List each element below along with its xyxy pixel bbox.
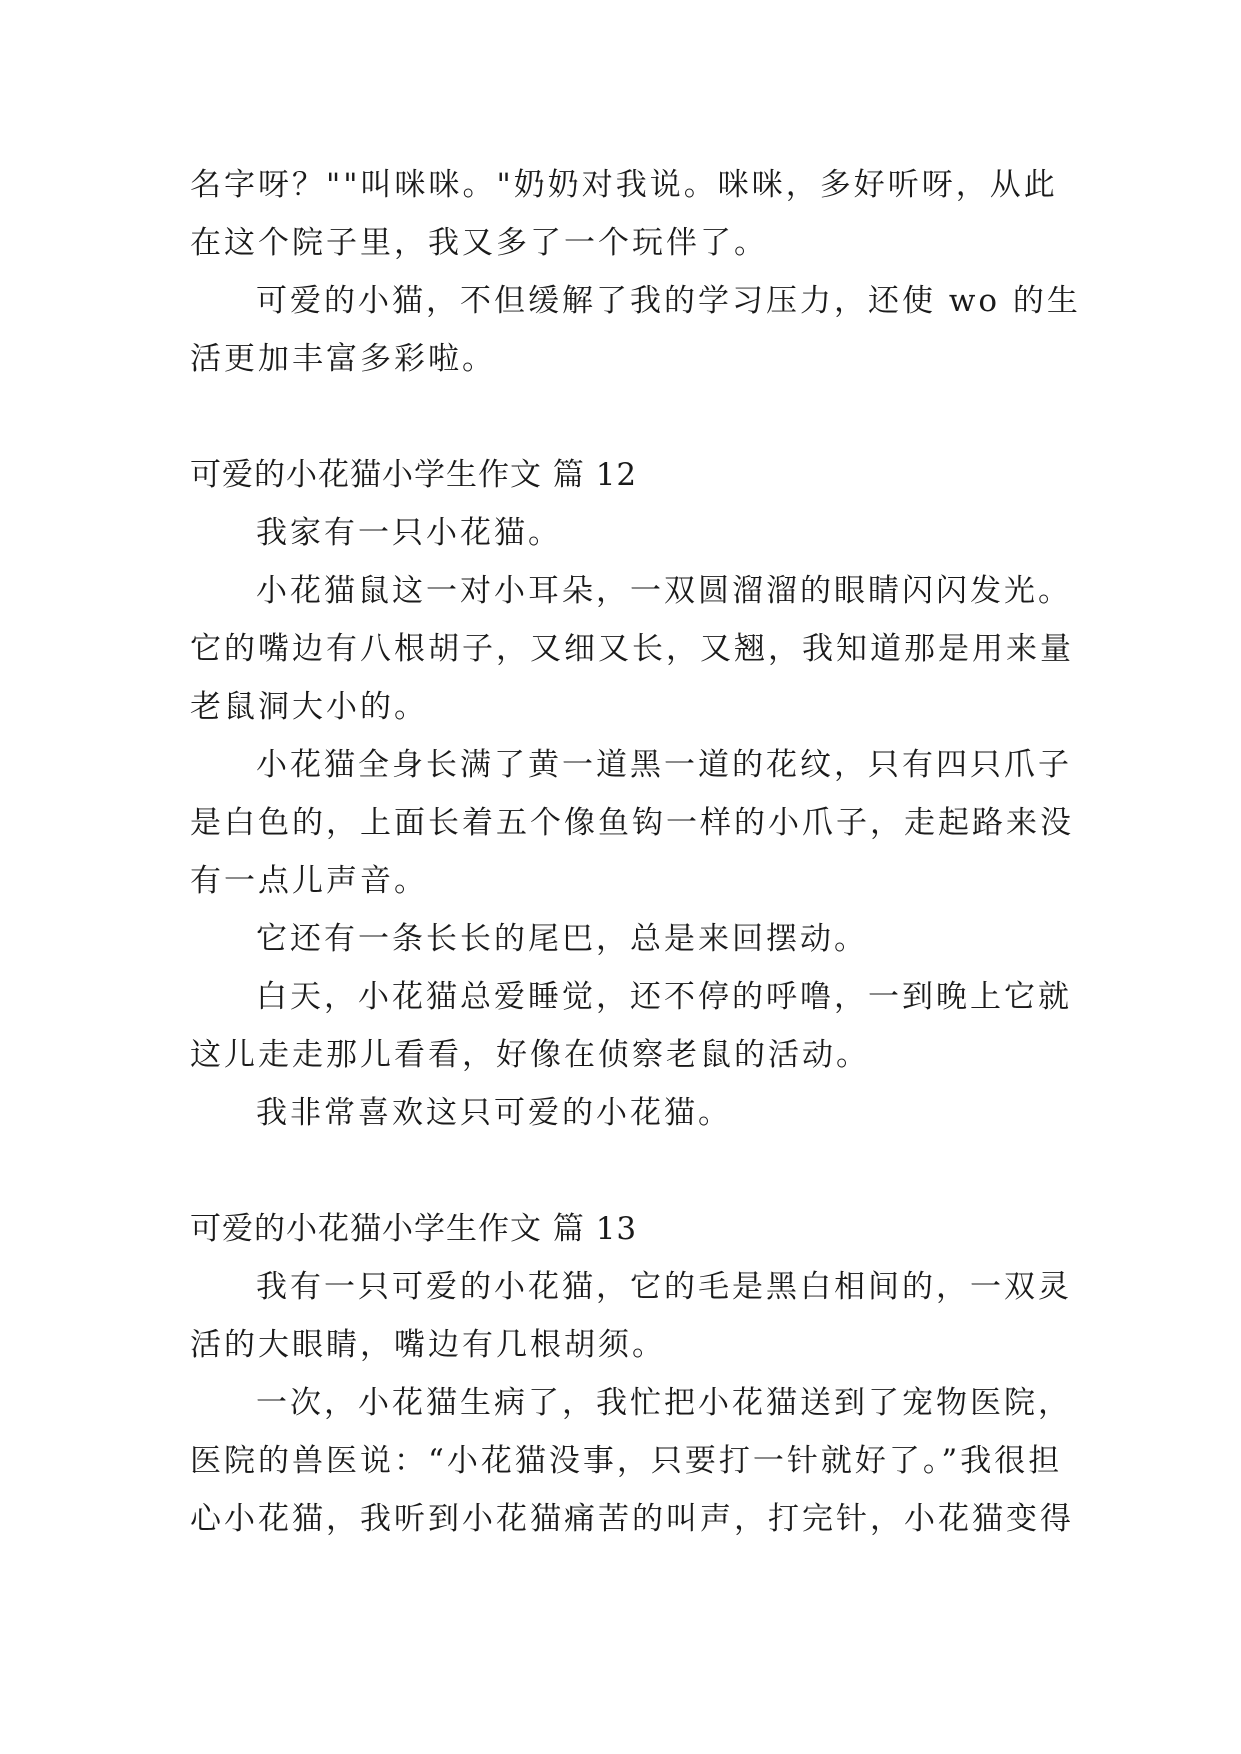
document-body xyxy=(190,156,1081,1548)
text-line: 小花猫鼠这一对小耳朵，一双圆溜溜的眼睛闪闪发光。 xyxy=(256,573,1072,609)
section-gap xyxy=(190,1142,1070,1200)
text-line: 活的大眼睛，嘴边有几根胡须。 xyxy=(190,1327,666,1363)
text-line: 我家有一只小花猫。 xyxy=(256,515,562,551)
text-line: 名字呀？""叫咪咪。"奶奶对我说。咪咪，多好听呀，从此 xyxy=(190,167,1058,203)
text-line: 医院的兽医说：“小花猫没事，只要打一针就好了。”我很担 xyxy=(190,1443,1063,1479)
text-line: 活更加丰富多彩啦。 xyxy=(190,341,496,377)
text-line: 可爱的小猫，不但缓解了我的学习压力，还使 wo 的生 xyxy=(256,283,1081,319)
section-heading-13: 可爱的小花猫小学生作文 篇 13 xyxy=(190,1211,638,1247)
text-line: 白天，小花猫总爱睡觉，还不停的呼噜，一到晚上它就 xyxy=(256,979,1072,1015)
text-line: 它的嘴边有八根胡子，又细又长，又翘，我知道那是用来量 xyxy=(190,631,1074,667)
section-heading-12: 可爱的小花猫小学生作文 篇 12 xyxy=(190,457,638,493)
text-line: 我有一只可爱的小花猫，它的毛是黑白相间的，一双灵 xyxy=(256,1269,1072,1305)
text-line: 是白色的，上面长着五个像鱼钩一样的小爪子，走起路来没 xyxy=(190,805,1074,841)
text-line: 小花猫全身长满了黄一道黑一道的花纹，只有四只爪子 xyxy=(256,747,1072,783)
text-line: 心小花猫，我听到小花猫痛苦的叫声，打完针，小花猫变得 xyxy=(190,1501,1074,1537)
section-gap xyxy=(190,388,1070,446)
text-line: 一次，小花猫生病了，我忙把小花猫送到了宠物医院， xyxy=(256,1385,1072,1421)
text-line: 在这个院子里，我又多了一个玩伴了。 xyxy=(190,225,768,261)
text-line: 这儿走走那儿看看，好像在侦察老鼠的活动。 xyxy=(190,1037,870,1073)
text-line: 有一点儿声音。 xyxy=(190,863,428,899)
text-line: 它还有一条长长的尾巴，总是来回摆动。 xyxy=(256,921,868,957)
text-line: 我非常喜欢这只可爱的小花猫。 xyxy=(256,1095,732,1131)
text-line: 老鼠洞大小的。 xyxy=(190,689,428,725)
